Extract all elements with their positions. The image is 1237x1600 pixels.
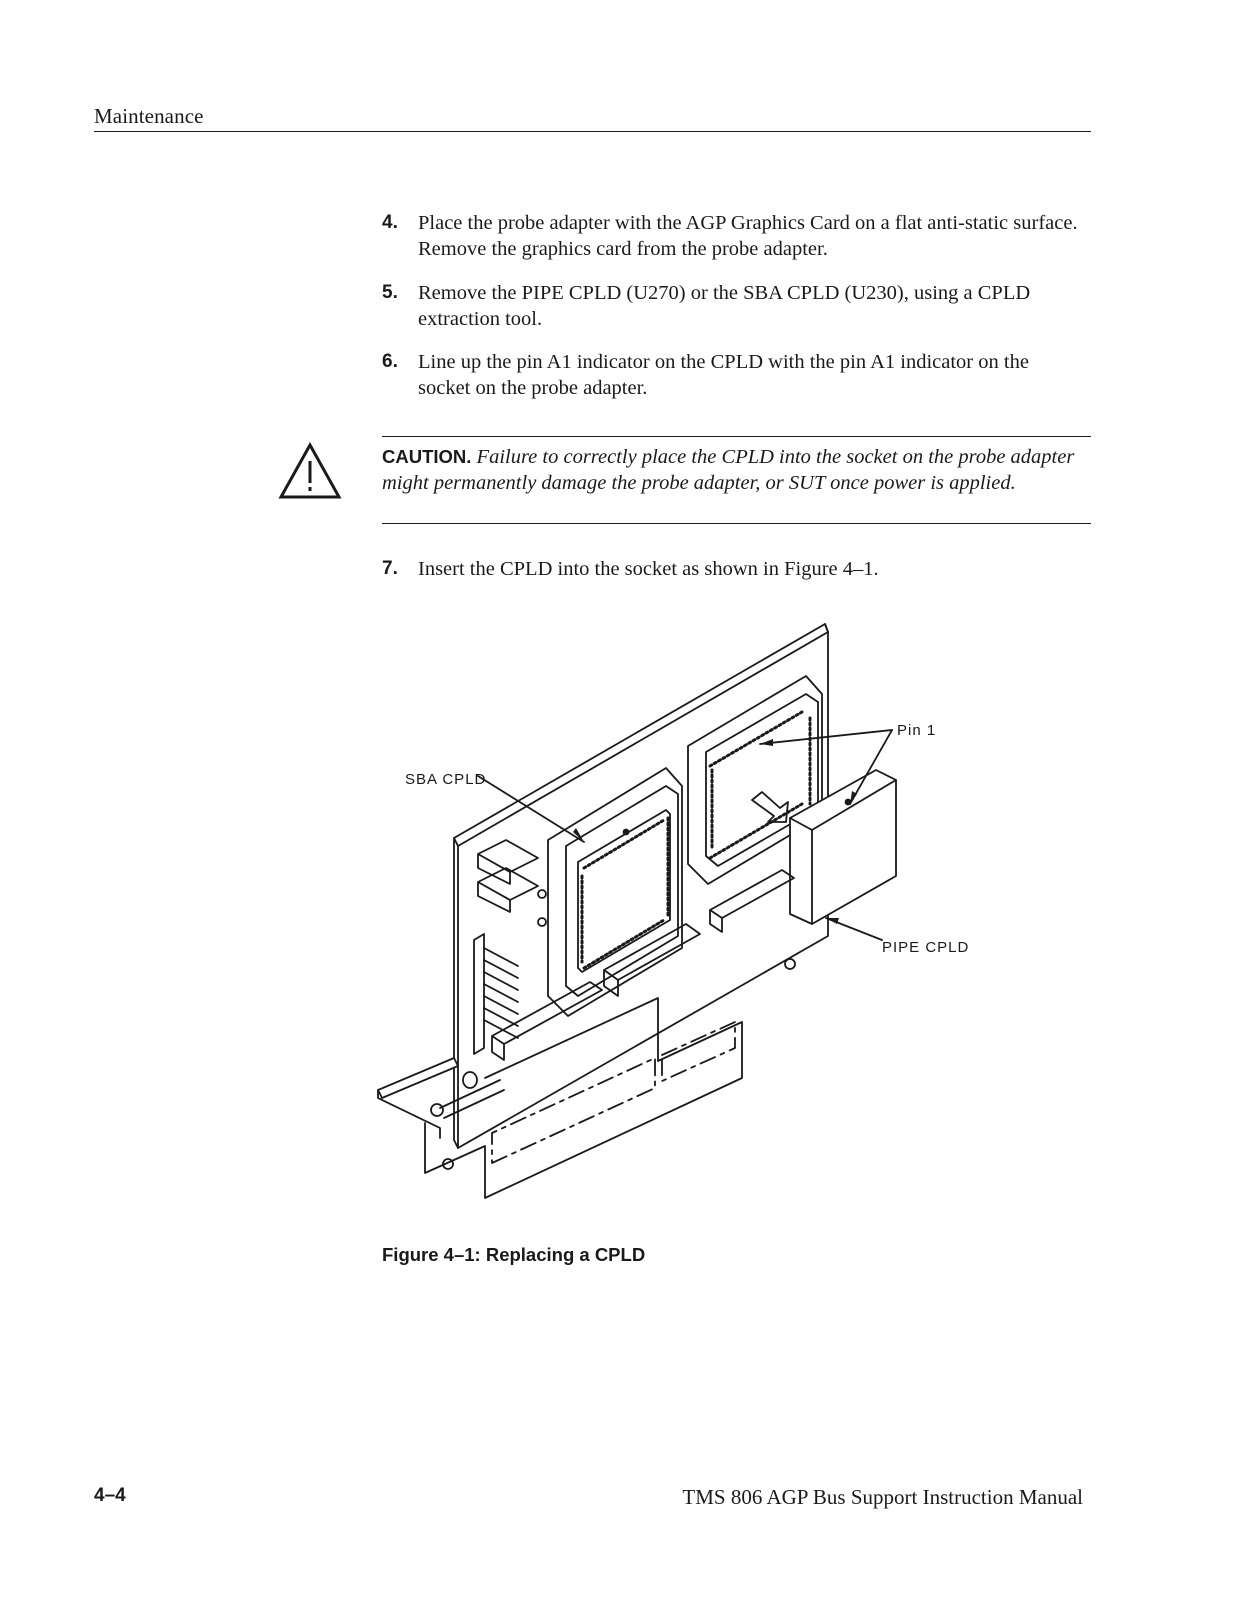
pin1-label: Pin 1 [897, 722, 937, 739]
running-header: Maintenance [94, 104, 204, 128]
step-text: Remove the PIPE CPLD (U270) or the SBA CPLD (U230), using a CPLD extraction tool. [418, 282, 1031, 330]
step-number: 4. [382, 212, 398, 233]
step-5 [382, 280, 1082, 332]
caution-label: CAUTION. [382, 446, 472, 467]
step-7 [382, 556, 1082, 582]
caution-body: Failure to correctly place the CPLD into the socket on the probe adapter might permanently damage the probe adapter, or SUT once power is applied. [382, 446, 1075, 494]
step-text: Line up the pin A1 indicator on the CPLD with the pin A1 indicator on the socket on the probe adapter. [418, 351, 1029, 399]
step-number: 5. [382, 282, 398, 303]
step-number: 6. [382, 351, 398, 372]
header-rule [94, 131, 1091, 132]
warning-triangle-icon [278, 442, 342, 500]
caution-note [382, 444, 1082, 496]
pipe-cpld-label: PIPE CPLD [882, 939, 970, 956]
step-text: Insert the CPLD into the socket as shown in Figure 4–1. [418, 558, 879, 580]
step-text: Place the probe adapter with the AGP Graphics Card on a flat anti-static surface. Remove the graphics card from the probe adapter. [418, 212, 1078, 260]
step-4 [382, 210, 1082, 262]
step-6 [382, 349, 1082, 401]
cpld-replacement-illustration [370, 618, 980, 1208]
manual-title: TMS 806 AGP Bus Support Instruction Manual [682, 1485, 1083, 1509]
figure-caption: Figure 4–1: Replacing a CPLD [382, 1244, 646, 1265]
page-number: 4–4 [94, 1485, 126, 1506]
sba-cpld-label: SBA CPLD [405, 771, 487, 788]
step-number: 7. [382, 558, 398, 579]
caution-box [382, 436, 1091, 524]
